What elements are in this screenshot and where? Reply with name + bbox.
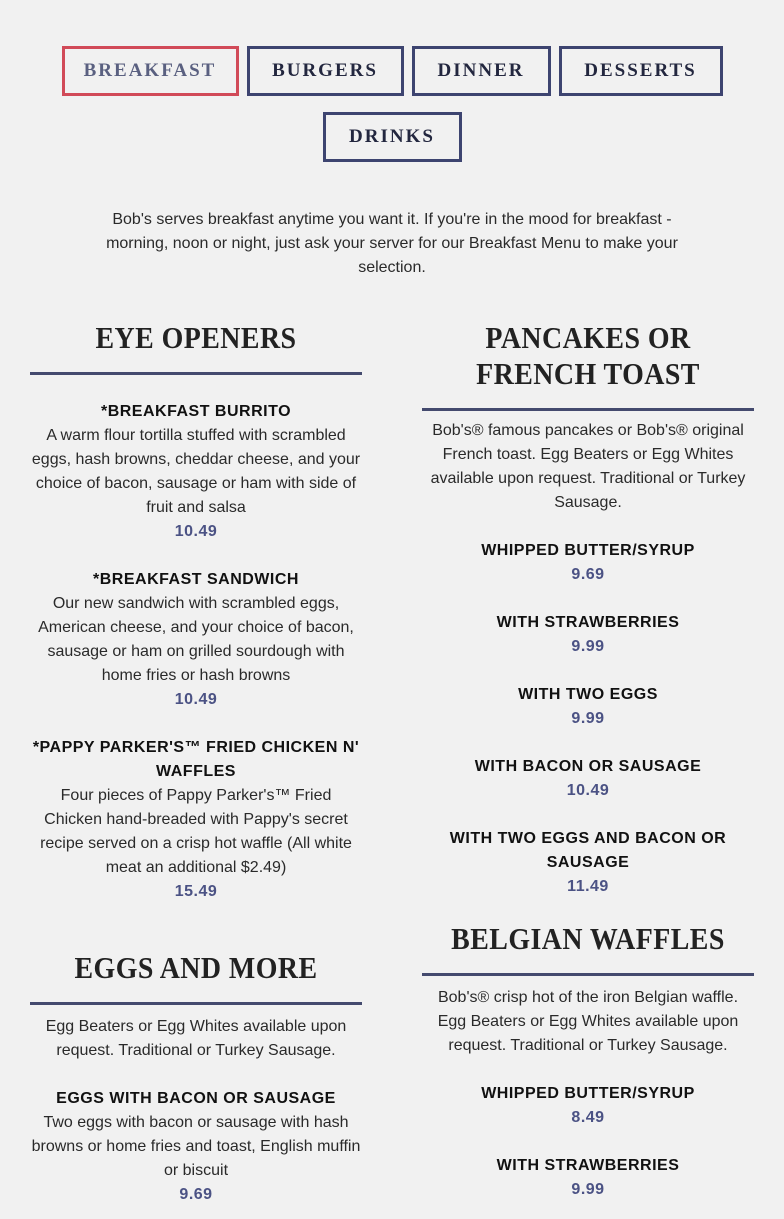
section-heading: EYE OPENERS <box>95 320 297 355</box>
section-divider <box>30 1002 362 1005</box>
item-name: WITH TWO EGGS <box>518 686 658 703</box>
section-belgian-waffles <box>422 921 754 1202</box>
item-price: 8.49 <box>571 1109 605 1126</box>
menu-item <box>422 611 754 659</box>
section-divider <box>422 408 754 411</box>
section-eye-openers <box>30 320 362 904</box>
menu-tabs-row-2 <box>0 112 784 162</box>
menu-item <box>30 1087 362 1207</box>
item-name: *PAPPY PARKER'S™ FRIED CHICKEN N' WAFFLES <box>32 739 360 780</box>
item-price: 9.69 <box>179 1186 213 1203</box>
item-name: WITH STRAWBERRIES <box>496 1157 680 1174</box>
section-description: Egg Beaters or Egg Whites available upon request. Traditional or Turkey Sausage. <box>45 1018 347 1059</box>
menu-item <box>422 755 754 803</box>
menu-item <box>30 400 362 544</box>
section-description: Bob's® crisp hot of the iron Belgian waffle. Egg Beaters or Egg Whites available upon request. Traditional or Turkey Sausage. <box>437 989 739 1054</box>
menu-item <box>422 827 754 899</box>
section-divider <box>422 973 754 976</box>
section-description: Bob's® famous pancakes or Bob's® original French toast. Egg Beaters or Egg Whites available upon request. Traditional or Turkey Sausage. <box>430 422 746 511</box>
menu-item <box>30 568 362 712</box>
section-pancakes-french-toast <box>422 320 754 899</box>
tab-breakfast[interactable]: BREAKFAST <box>62 46 239 96</box>
item-name: WITH BACON OR SAUSAGE <box>474 758 702 775</box>
menu-item <box>422 683 754 731</box>
section-heading: EGGS AND MORE <box>74 950 318 985</box>
item-name: WHIPPED BUTTER/SYRUP <box>481 1085 695 1102</box>
item-price: 10.49 <box>174 691 218 708</box>
menu-tabs <box>0 46 784 96</box>
item-price: 10.49 <box>566 782 610 799</box>
section-eggs-and-more <box>30 950 362 1207</box>
item-price: 11.49 <box>567 878 609 895</box>
item-price: 15.49 <box>174 883 218 900</box>
tab-drinks[interactable]: DRINKS <box>323 112 462 162</box>
item-name: WITH TWO EGGS AND BACON OR SAUSAGE <box>449 830 727 871</box>
item-name: EGGS WITH BACON OR SAUSAGE <box>56 1090 336 1107</box>
item-name: *BREAKFAST BURRITO <box>100 403 292 420</box>
item-price: 9.99 <box>571 1181 605 1198</box>
item-price: 9.99 <box>571 638 605 655</box>
item-price: 9.99 <box>571 710 605 727</box>
menu-item <box>422 539 754 587</box>
item-name: WITH STRAWBERRIES <box>496 614 680 631</box>
tab-burgers[interactable]: BURGERS <box>247 46 404 96</box>
item-price: 9.69 <box>571 566 605 583</box>
menu-item <box>422 1154 754 1202</box>
item-name: *BREAKFAST SANDWICH <box>93 571 299 588</box>
section-heading: BELGIAN WAFFLES <box>451 921 725 956</box>
item-name: WHIPPED BUTTER/SYRUP <box>481 542 695 559</box>
intro-text: Bob's serves breakfast anytime you want it. If you're in the mood for breakfast - morning, noon or night, just ask your server for our Breakfast Menu to make your selection. <box>106 211 678 276</box>
tab-dinner[interactable]: DINNER <box>412 46 551 96</box>
item-description: Four pieces of Pappy Parker's™ Fried Chicken hand-breaded with Pappy's secret recipe served on a crisp hot waffle (All white meat an additional $2.49) <box>40 787 352 876</box>
tab-desserts[interactable]: DESSERTS <box>559 46 723 96</box>
item-description: A warm flour tortilla stuffed with scrambled eggs, hash browns, cheddar cheese, and your choice of bacon, sausage or ham with side of fruit and salsa <box>31 427 361 516</box>
item-description: Our new sandwich with scrambled eggs, American cheese, and your choice of bacon, sausage or ham on grilled sourdough with home fries or hash browns <box>38 595 354 684</box>
item-description: Two eggs with bacon or sausage with hash browns or home fries and toast, English muffin or biscuit <box>31 1114 361 1179</box>
item-price: 10.49 <box>174 523 218 540</box>
section-divider <box>30 372 362 375</box>
section-heading: PANCAKES OR FRENCH TOAST <box>476 320 700 391</box>
menu-item <box>422 1082 754 1130</box>
menu-item <box>30 736 362 904</box>
